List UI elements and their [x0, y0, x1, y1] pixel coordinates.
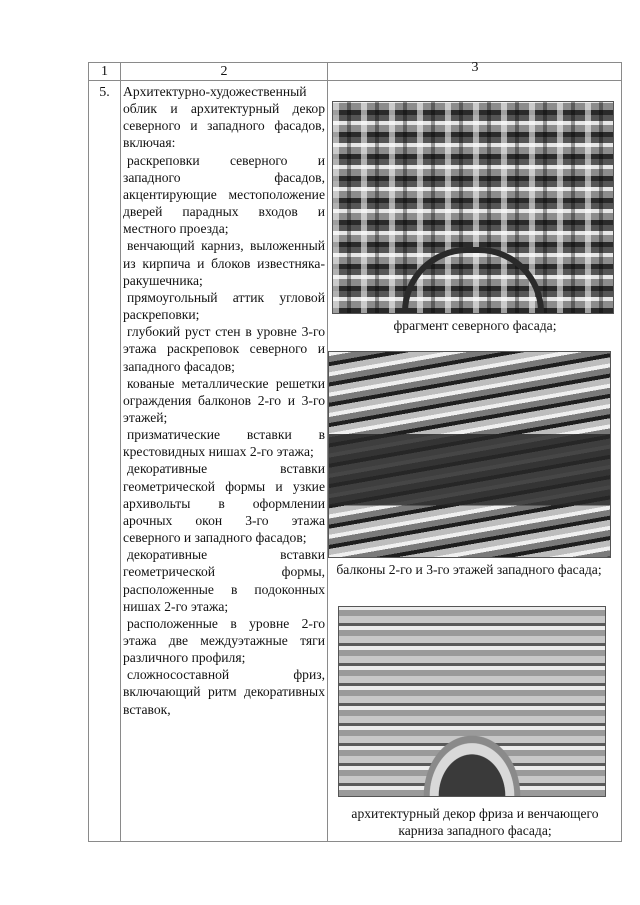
header-divider	[89, 80, 621, 81]
north-facade-fragment-photo	[332, 101, 614, 314]
description-item: кованые металлические решетки ограждения балконов 2-го и 3-го этажей;	[123, 375, 325, 425]
description-item: расположенные в уровне 2-го этажа две междуэтажные тяги различного профиля;	[123, 615, 325, 666]
column-divider-1	[120, 63, 121, 841]
header-col-1: 1	[101, 64, 108, 79]
row-description	[123, 83, 325, 718]
description-item: декоративные вставки геометрической формы и узкие архивольты в оформлении арочных окон 3-го этажа северного и западного фасадов;	[123, 461, 325, 546]
figure-caption-2: балконы 2-го и 3-го этажей западного фасада;	[336, 562, 602, 577]
description-intro: Архитектурно-художественный облик и архитектурный декор северного и западного фасадов, включая:	[123, 84, 325, 151]
header-col-2: 2	[220, 64, 228, 79]
frieze-cornice-decor-photo	[338, 606, 606, 797]
description-item: сложносоставной фриз, включающий ритм декоративных вставок,	[123, 667, 325, 717]
figure-caption-3: архитектурный декор фриза и венчающего карниза западного фасада;	[351, 806, 599, 838]
header-col-3: 3	[471, 60, 479, 75]
heritage-table	[88, 62, 622, 842]
description-item: прямоугольный аттик угловой раскреповки;	[123, 289, 325, 323]
description-item: декоративные вставки геометрической формы, расположенные в подоконных нишах 2-го этажа;	[123, 547, 325, 614]
west-facade-balconies-photo	[328, 351, 611, 558]
row-number: 5.	[99, 85, 110, 100]
description-item: венчающий карниз, выложенный из кирпича и блоков известняка-ракушечника;	[123, 238, 325, 288]
description-item: раскреповки северного и западного фасадов, акцентирующие местоположение дверей парадных входов и местного проезда;	[123, 152, 325, 237]
figure-caption-1: фрагмент северного фасада;	[393, 318, 557, 333]
arch-shape	[402, 247, 544, 314]
description-item: глубокий руст стен в уровне 3-го этажа раскреповок северного и западного фасадов;	[123, 324, 325, 374]
description-item: призматические вставки в крестовидных нишах 2-го этажа;	[123, 427, 325, 460]
